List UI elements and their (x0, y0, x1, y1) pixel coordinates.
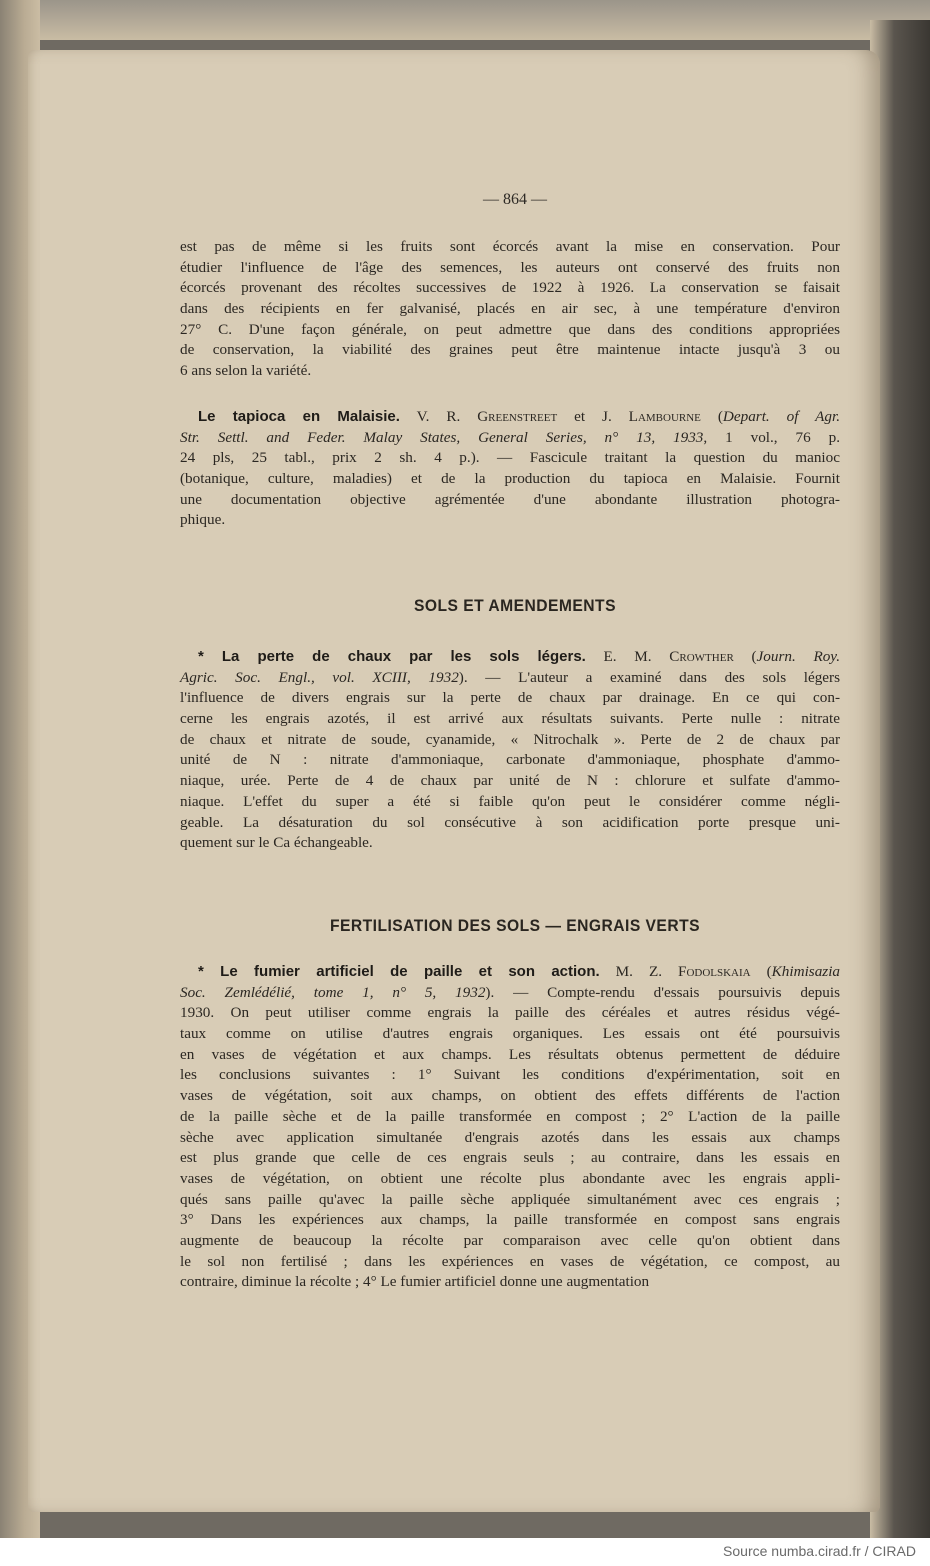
text-line (180, 1210, 840, 1231)
text-line (180, 1003, 840, 1024)
text-line (180, 1086, 840, 1107)
text-line (180, 709, 840, 730)
body-text: , 1 vol., 76 p. (703, 428, 840, 446)
body-text: en vases de végétation et aux champs. Les résultats obtenus permettent de déduire (180, 1045, 840, 1063)
text-line (180, 1231, 840, 1252)
body-text: de la paille sèche et de la paille transformée en compost ; 2° L'action de la paille (180, 1107, 840, 1125)
body-text: est plus grande que celle de ces engrais seuls ; au contraire, dans les essais en (180, 1149, 840, 1167)
text-line (180, 962, 840, 983)
section-heading-fertilisation: FERTILISATION DES SOLS — ENGRAIS VERTS (329, 916, 700, 935)
body-text: de conservation, la viabilité des graines peut être maintenue intacte jusqu'à 3 ou (180, 341, 840, 359)
body-text: étudier l'influence de l'âge des semences, les auteurs ont conservé des fruits non (180, 258, 840, 276)
text-line (180, 237, 840, 258)
text-line (180, 792, 840, 813)
text-line (180, 258, 840, 279)
text-line (180, 1024, 840, 1045)
text-line (180, 361, 840, 382)
book-top-edge (0, 0, 930, 40)
text-line (180, 299, 840, 320)
citation-text: Soc. Zemlédélié, tome 1, n° 5, 1932 (180, 983, 486, 1001)
paragraph-perte-de-chaux (180, 647, 840, 854)
section-heading-sols: SOLS ET AMENDEMENTS (414, 596, 616, 615)
text-line (180, 647, 840, 668)
body-text: les conclusions suivantes : 1° Suivant les conditions d'expérimentation, soit en (180, 1066, 840, 1084)
text-line (180, 1148, 840, 1169)
body-text: M. Z. (599, 963, 678, 980)
body-text: E. M. (585, 648, 670, 665)
paragraph-tapioca-malaisie (180, 407, 840, 531)
body-text: 3° Dans les expériences aux champs, la paille transformée en compost sans engrais (180, 1211, 840, 1229)
body-text: écorcés provenant des récoltes successives de 1922 à 1926. La conservation se faisait (180, 279, 840, 297)
body-text: V. R. (399, 408, 478, 425)
text-line (180, 407, 840, 428)
body-text: vases de végétation, on obtient une récolte plus abondante avec les engrais appli- (180, 1169, 840, 1187)
text-line (180, 1065, 840, 1086)
body-text: vases de végétation, soit aux champs, on obtient des effets différents de l'action (180, 1087, 840, 1105)
text-line (180, 1128, 840, 1149)
citation-text: Agric. Soc. Engl., vol. XCIII, 1932 (180, 668, 459, 686)
text-line (180, 1272, 840, 1293)
text-line (180, 771, 840, 792)
body-text: niaque. L'effet du super a été si faible qu'on peut le considérer comme négli- (180, 792, 840, 810)
text-line (180, 688, 840, 709)
text-line (180, 490, 840, 511)
citation-text: Depart. of Agr. (722, 408, 840, 425)
body-text: 24 pls, 25 tabl., prix 2 sh. 4 p.). — Fascicule traitant la question du manioc (180, 449, 840, 467)
body-text: geable. La désaturation du sol consécutive à son acidification porte presque uni- (180, 813, 840, 831)
text-line (180, 983, 840, 1004)
entry-title: * La perte de chaux par les sols légers. (198, 648, 586, 665)
body-text: cerne les engrais azotés, il est arrivé aux résultats suivants. Perte nulle : nitrate (180, 710, 840, 728)
body-text: ). — L'auteur a examiné dans des sols légers (458, 668, 840, 686)
citation-text: Str. Settl. and Feder. Malay States, General Series, n° 13, 1933 (180, 428, 704, 446)
body-text: l'influence de divers engrais sur la perte de chaux par drainage. En ce qui con- (180, 689, 840, 707)
citation-text: Khimisazia (771, 963, 841, 980)
author-name: Crowther (669, 648, 734, 665)
body-text: et J. (557, 408, 629, 425)
body-text: ). — Compte-rendu d'essais poursuivis depuis (485, 983, 840, 1001)
body-text: contraire, diminue la récolte ; 4° Le fumier artificiel donne une augmentation (180, 1273, 650, 1291)
text-line (180, 750, 840, 771)
author-name: Greenstreet (477, 408, 558, 425)
text-line (180, 469, 840, 490)
body-text: le sol non fertilisé ; dans les expériences en vases de végétation, ce compost, au (180, 1252, 840, 1270)
text-line (180, 813, 840, 834)
body-text: 1930. On peut utiliser comme engrais la paille des céréales et autres résidus végé- (180, 1004, 840, 1022)
body-text: ( (733, 648, 757, 665)
author-name: Lambourne (628, 408, 701, 425)
body-text: augmente de beaucoup la récolte par comparaison avec celle qu'on obtient dans (180, 1231, 840, 1249)
body-text: (botanique, culture, maladies) et de la production du tapioca en Malaisie. Fournit (180, 470, 840, 488)
text-line (180, 320, 840, 341)
text-line (180, 340, 840, 361)
author-name: Fodolskaia (678, 963, 751, 980)
body-text: ( (700, 408, 723, 425)
text-line (180, 1190, 840, 1211)
body-text: ( (750, 963, 772, 980)
text-line (180, 510, 840, 531)
text-line (180, 730, 840, 751)
source-credit: Source numba.cirad.fr / CIRAD (723, 1543, 916, 1559)
body-text: une documentation objective agrémentée d'une abondante illustration photogra- (180, 490, 840, 508)
body-text: phique. (180, 511, 226, 529)
text-line (180, 1169, 840, 1190)
text-line (180, 428, 840, 449)
text-line (180, 1252, 840, 1273)
body-text: qués sans paille qu'avec la paille sèche appliquée simultanément avec ces engrais ; (180, 1190, 840, 1208)
body-text: quement sur le Ca échangeable. (180, 834, 373, 852)
entry-title: * Le fumier artificiel de paille et son action. (198, 963, 600, 980)
body-text: taux comme on utilise d'autres engrais organiques. Les essais ont été poursuivis (180, 1025, 840, 1043)
body-text: niaque, urée. Perte de 4 de chaux par unité de N : chlorure et sulfate d'ammo- (180, 772, 840, 790)
citation-text: Journ. Roy. (756, 648, 841, 665)
body-text: 27° C. D'une façon générale, on peut admettre que dans des conditions appropriées (180, 320, 840, 338)
text-line (180, 1045, 840, 1066)
body-text: unité de N : nitrate d'ammoniaque, carbonate d'ammoniaque, phosphate d'ammo- (180, 751, 840, 769)
body-text: dans des récipients en fer galvanisé, placés en air sec, à une température d'environ (180, 300, 840, 318)
page-number: — 864 — (483, 191, 547, 208)
body-text: 6 ans selon la variété. (180, 362, 312, 380)
text-line (180, 833, 840, 854)
text-line (180, 1107, 840, 1128)
body-text: est pas de même si les fruits sont écorcés avant la mise en conservation. Pour (180, 238, 840, 255)
text-line (180, 278, 840, 299)
body-text: sèche avec application simultanée d'engrais azotés dans les essais aux champs (180, 1128, 840, 1146)
entry-title: Le tapioca en Malaisie. (198, 408, 400, 425)
text-line (180, 668, 840, 689)
paragraph-fumier-artificiel (180, 962, 840, 1293)
paragraph-seed-conservation (180, 237, 840, 382)
text-line (180, 448, 840, 469)
body-text: de chaux et nitrate de soude, cyanamide, « Nitrochalk ». Perte de 2 de chaux par (180, 730, 840, 748)
